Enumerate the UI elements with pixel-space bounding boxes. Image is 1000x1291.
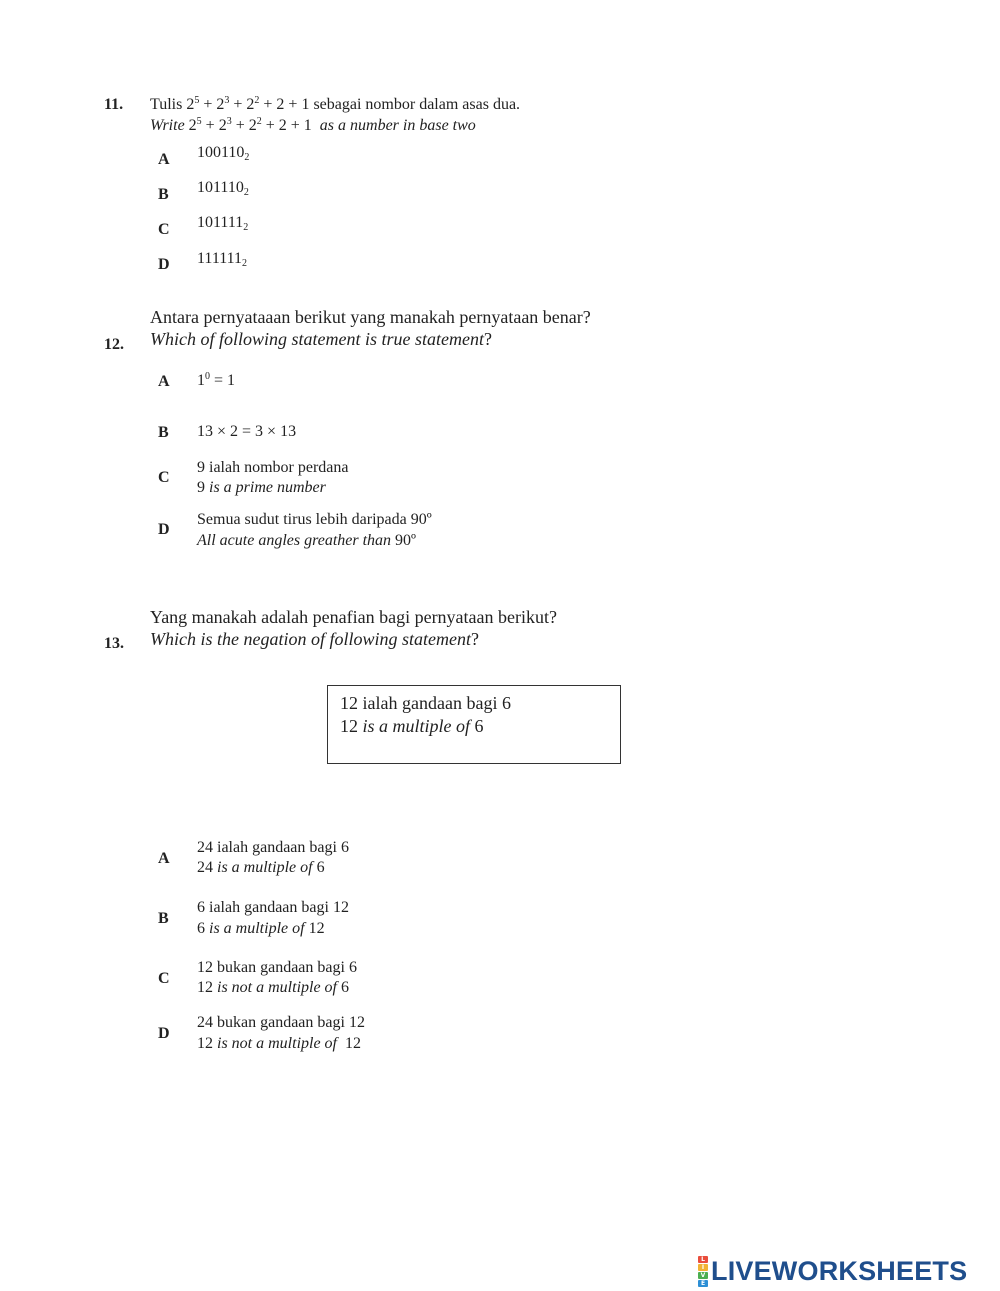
q12-option-d-line2-italic: All acute angles greather than — [197, 532, 396, 549]
q11-term1-exp: 5 — [194, 95, 200, 106]
q11-en-term2-exp: 3 — [226, 116, 232, 127]
q12-option-a-letter[interactable]: A — [158, 373, 170, 390]
q13-option-a-line2-italic: is a multiple of — [217, 859, 317, 876]
q11-option-a-value[interactable] — [197, 143, 249, 163]
q13-option-b-line2-a: 6 — [197, 920, 209, 937]
q13-option-c-line2-a: 12 — [197, 979, 217, 996]
q13-option-b-letter[interactable]: B — [158, 910, 169, 927]
q11-expr-en: $2^5 + 2^3 + 2^2 + 2 + 1$ — [188, 116, 312, 134]
q11-term1-base: 2 — [186, 96, 195, 113]
q12-option-a-base: 1 — [197, 372, 205, 389]
logo-mark-l: L — [698, 1256, 708, 1263]
q11-option-c-value[interactable] — [197, 213, 248, 233]
question-13-text-en — [150, 628, 479, 650]
question-13-number: 13. — [104, 635, 124, 652]
q11-term2-base: 2 — [216, 96, 225, 113]
q13-option-a-line2[interactable] — [197, 858, 325, 878]
q11-line1-suffix: sebagai nombor dalam asas dua. — [309, 96, 521, 113]
statement-box — [327, 685, 621, 764]
q12-option-d-line1[interactable]: Semua sudut tirus lebih daripada 90º — [197, 511, 432, 528]
q12-option-c-line2-italic: is a prime number — [209, 479, 326, 496]
q13-option-c-line2-b: 6 — [341, 979, 349, 996]
logo-mark-i: I — [698, 1264, 708, 1271]
q11-option-c-number: 101111 — [197, 214, 244, 231]
logo-text: LIVEWORKSHEETS — [711, 1255, 968, 1286]
q11-option-b-number: 101110 — [197, 179, 244, 196]
q13-text-en-end: ? — [470, 629, 479, 649]
question-12-text-en — [150, 328, 492, 350]
statement-box-line2 — [340, 715, 608, 738]
question-11-text-en — [150, 116, 476, 136]
q13-option-c-line1[interactable]: 12 bukan gandaan bagi 6 — [197, 959, 357, 976]
q12-option-d-line2[interactable] — [197, 531, 416, 551]
q11-option-c-letter[interactable]: C — [158, 221, 170, 238]
statement-box-line2-italic: is a multiple of — [362, 716, 475, 736]
q11-option-d-value[interactable] — [197, 249, 247, 269]
q11-line2-prefix: Write — [150, 117, 189, 134]
q13-option-b-line2-b: 12 — [308, 920, 325, 937]
q13-text-en-italic: Which is the negation of following statement — [150, 629, 471, 649]
q13-option-d-letter[interactable]: D — [158, 1025, 170, 1042]
q12-option-c-letter[interactable]: C — [158, 469, 170, 486]
q13-option-a-line2-a: 24 — [197, 859, 217, 876]
q11-en-term1-exp: 5 — [196, 116, 202, 127]
q12-option-a-rest: = 1 — [210, 372, 236, 389]
q11-en-expr-rest: + 2 + 1 — [265, 117, 312, 134]
q13-option-b-line2[interactable] — [197, 919, 325, 939]
q13-option-a-letter[interactable]: A — [158, 850, 170, 867]
q13-option-d-line2-b: 12 — [345, 1035, 361, 1052]
q13-option-c-line2[interactable] — [197, 978, 349, 998]
q11-term3-base: 2 — [246, 96, 255, 113]
q12-option-b-letter[interactable]: B — [158, 424, 169, 441]
q11-expr-rest: + 2 + 1 — [263, 96, 310, 113]
q13-option-d-line1[interactable]: 24 bukan gandaan bagi 12 — [197, 1014, 365, 1031]
q11-option-a-letter[interactable]: A — [158, 151, 170, 168]
q12-option-c-line2-num: 9 — [197, 479, 209, 496]
question-11-number: 11. — [104, 96, 124, 113]
q11-en-term3-exp: 2 — [256, 116, 262, 127]
q11-option-a-base: 2 — [244, 152, 250, 163]
q12-text-en-italic: Which of following statement is true statement — [150, 329, 484, 349]
q11-option-b-letter[interactable]: B — [158, 186, 169, 203]
q11-option-b-base: 2 — [243, 187, 249, 198]
q11-expr-ms: $2^5 + 2^3 + 2^2 + 2 + 1$ — [186, 95, 310, 113]
q11-line2-suffix: as a number in base two — [319, 117, 476, 134]
q11-term2-exp: 3 — [224, 95, 230, 106]
logo-mark-v: V — [698, 1272, 708, 1279]
liveworksheets-logo — [698, 1256, 967, 1286]
question-12-number: 12. — [104, 336, 124, 353]
q12-option-d-letter[interactable]: D — [158, 521, 170, 538]
q12-option-c-line1[interactable]: 9 ialah nombor perdana — [197, 459, 349, 476]
q12-option-a-text[interactable] — [197, 371, 235, 391]
q13-option-d-line2-italic: is not a multiple of — [217, 1035, 345, 1052]
q13-option-b-line1[interactable]: 6 ialah gandaan bagi 12 — [197, 899, 349, 916]
logo-mark-e: E — [698, 1280, 708, 1287]
q11-option-d-letter[interactable]: D — [158, 256, 170, 273]
q11-term3-exp: 2 — [254, 95, 260, 106]
q12-option-d-line2-end: 90º — [395, 532, 417, 549]
statement-box-line1: 12 ialah gandaan bagi 6 — [340, 693, 511, 713]
q12-option-c-line2[interactable] — [197, 478, 326, 498]
q13-option-b-line2-italic: is a multiple of — [209, 920, 309, 937]
q13-option-a-line2-b: 6 — [316, 859, 325, 876]
q12-text-en-end: ? — [483, 329, 492, 349]
q11-option-a-number: 100110 — [197, 144, 245, 161]
q11-en-term2-base: 2 — [218, 117, 227, 134]
q11-en-term1-base: 2 — [188, 117, 197, 134]
question-11-text-ms — [150, 95, 520, 115]
liveworksheets-mark-icon — [698, 1256, 708, 1287]
question-12-text-ms: Antara pernyataaan berikut yang manakah pernyataan benar? — [150, 307, 591, 327]
q11-option-b-value[interactable] — [197, 178, 249, 198]
q12-option-a-exp: 0 — [205, 371, 210, 382]
q11-option-d-base: 2 — [242, 258, 248, 269]
statement-box-line2-b: 6 — [474, 716, 484, 736]
q13-option-a-line1[interactable]: 24 ialah gandaan bagi 6 — [197, 839, 349, 856]
q11-line1-prefix: Tulis — [150, 96, 187, 113]
q13-option-c-letter[interactable]: C — [158, 970, 170, 987]
q12-option-b-text[interactable]: 13 × 2 = 3 × 13 — [197, 423, 297, 440]
q11-option-c-base: 2 — [243, 222, 249, 233]
statement-box-line2-a: 12 — [340, 716, 363, 736]
q11-en-term3-base: 2 — [248, 117, 257, 134]
q13-option-c-line2-italic: is not a multiple of — [217, 979, 341, 996]
question-13-text-ms: Yang manakah adalah penafian bagi pernyataan berikut? — [150, 607, 558, 627]
q11-option-d-number: 111111 — [197, 250, 243, 267]
q13-option-d-line2[interactable] — [197, 1034, 361, 1054]
q13-option-d-line2-a: 12 — [197, 1035, 217, 1052]
